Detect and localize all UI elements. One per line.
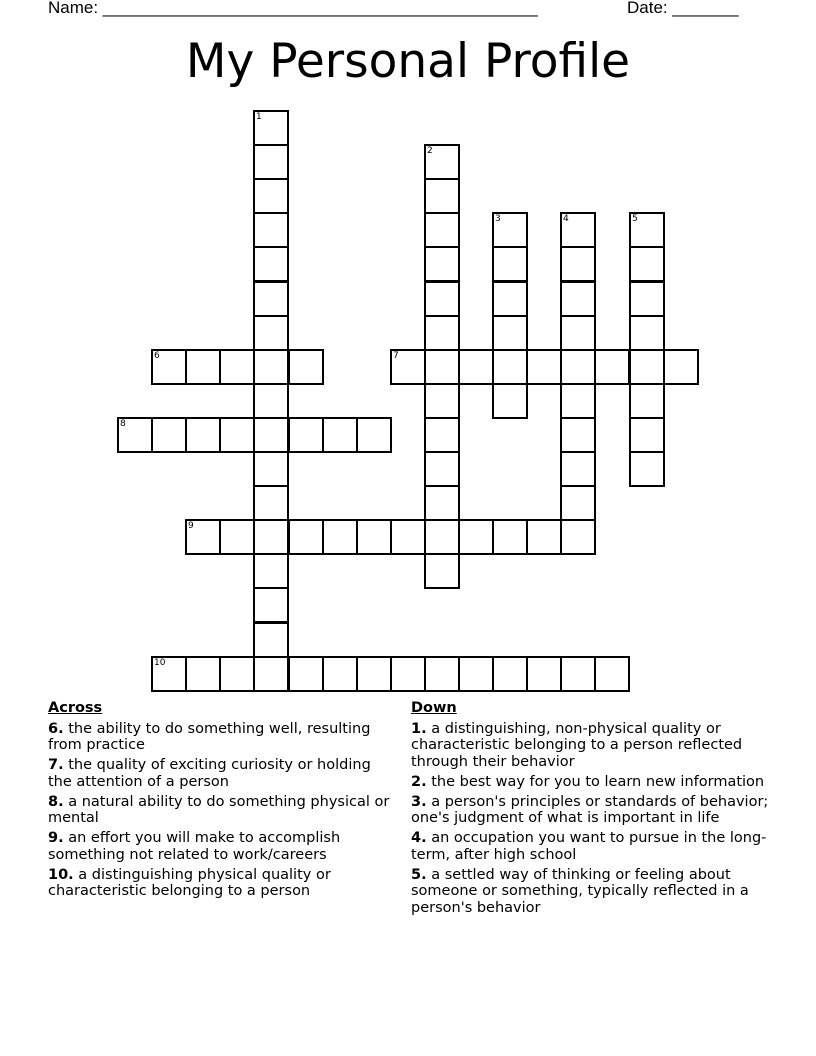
clue-number: 10. xyxy=(48,866,74,883)
crossword-cell[interactable] xyxy=(253,451,289,487)
cell-number: 10 xyxy=(154,658,166,668)
across-clue-list xyxy=(48,721,393,900)
across-heading: Across xyxy=(48,700,103,716)
crossword-cell[interactable] xyxy=(253,315,289,351)
crossword-cell[interactable] xyxy=(492,315,528,351)
clue-number: 2. xyxy=(411,773,427,790)
crossword-cell[interactable] xyxy=(526,656,562,692)
clue-number: 4. xyxy=(411,830,427,846)
crossword-cell[interactable] xyxy=(424,246,460,282)
cell-number: 2 xyxy=(427,146,433,156)
clue-number: 1. xyxy=(411,720,427,737)
crossword-cell[interactable] xyxy=(288,349,324,385)
clue-text: a distinguishing physical quality or characteristic belonging to a person xyxy=(48,866,331,899)
crossword-cell[interactable] xyxy=(253,144,289,180)
clue-number: 6. xyxy=(48,720,64,737)
crossword-cell[interactable] xyxy=(526,519,562,555)
crossword-cell[interactable] xyxy=(253,246,289,282)
clue-across-8 xyxy=(48,794,393,827)
crossword-cell[interactable] xyxy=(629,349,665,385)
crossword-cell[interactable] xyxy=(629,383,665,419)
clue-text: a person's principles or standards of behavior; one's judgment of what is important in life xyxy=(411,793,769,826)
crossword-cell[interactable] xyxy=(253,485,289,521)
crossword-cell[interactable] xyxy=(492,212,528,248)
crossword-cell[interactable] xyxy=(288,417,324,453)
clue-across-6 xyxy=(48,721,393,754)
crossword-cell[interactable] xyxy=(629,212,665,248)
crossword-cell[interactable] xyxy=(424,178,460,214)
crossword-cell[interactable] xyxy=(492,349,528,385)
crossword-cell[interactable] xyxy=(253,656,289,692)
clue-text: a natural ability to do something physical or mental xyxy=(48,793,390,826)
cell-number: 4 xyxy=(563,214,569,224)
crossword-cell[interactable] xyxy=(594,656,630,692)
clue-text: an effort you will make to accomplish something not related to work/careers xyxy=(48,830,341,863)
crossword-cell[interactable] xyxy=(458,349,494,385)
crossword-cell[interactable] xyxy=(424,383,460,419)
clue-across-9 xyxy=(48,830,393,863)
clue-text: a distinguishing, non-physical quality or characteristic belonging to a person reflected through their behavior xyxy=(411,720,743,770)
crossword-cell[interactable] xyxy=(560,656,596,692)
down-clue-list xyxy=(411,721,771,917)
crossword-cell[interactable] xyxy=(253,349,289,385)
crossword-cell[interactable] xyxy=(322,656,358,692)
clue-across-7 xyxy=(48,757,393,790)
crossword-cell[interactable] xyxy=(117,417,153,453)
crossword-cell[interactable] xyxy=(390,656,426,692)
cell-number: 9 xyxy=(188,521,194,531)
crossword-cell[interactable] xyxy=(253,587,289,623)
crossword-cell[interactable] xyxy=(253,383,289,419)
cell-number: 7 xyxy=(393,351,399,361)
crossword-cell[interactable] xyxy=(356,417,392,453)
crossword-cell[interactable] xyxy=(151,656,187,692)
crossword-cell[interactable] xyxy=(185,417,221,453)
crossword-cell[interactable] xyxy=(560,519,596,555)
crossword-cell[interactable] xyxy=(424,212,460,248)
crossword-cell[interactable] xyxy=(288,519,324,555)
crossword-cell[interactable] xyxy=(219,656,255,692)
crossword-cell[interactable] xyxy=(560,315,596,351)
crossword-cell[interactable] xyxy=(356,519,392,555)
crossword-cell[interactable] xyxy=(185,349,221,385)
crossword-cell[interactable] xyxy=(219,349,255,385)
crossword-cell[interactable] xyxy=(253,178,289,214)
page-title: My Personal Profile xyxy=(185,34,631,89)
crossword-cell[interactable] xyxy=(219,519,255,555)
clue-text: the quality of exciting curiosity or holding the attention of a person xyxy=(48,757,371,790)
crossword-cell[interactable] xyxy=(253,281,289,317)
crossword-cell[interactable] xyxy=(492,383,528,419)
crossword-cell[interactable] xyxy=(424,315,460,351)
clue-text: a settled way of thinking or feeling about someone or something, typically reflected in a person's behavior xyxy=(411,866,749,916)
crossword-cell[interactable] xyxy=(629,281,665,317)
crossword-cell[interactable] xyxy=(629,451,665,487)
crossword-cell[interactable] xyxy=(253,212,289,248)
crossword-cell[interactable] xyxy=(390,519,426,555)
crossword-cell[interactable] xyxy=(594,349,630,385)
crossword-cell[interactable] xyxy=(253,553,289,589)
crossword-cell[interactable] xyxy=(253,417,289,453)
crossword-cell[interactable] xyxy=(151,349,187,385)
crossword-cell[interactable] xyxy=(151,417,187,453)
crossword-cell[interactable] xyxy=(458,519,494,555)
crossword-cell[interactable] xyxy=(424,349,460,385)
crossword-cell[interactable] xyxy=(560,383,596,419)
crossword-cell[interactable] xyxy=(629,246,665,282)
cell-number: 5 xyxy=(632,214,638,224)
crossword-cell[interactable] xyxy=(424,519,460,555)
crossword-cell[interactable] xyxy=(288,656,324,692)
crossword-cell[interactable] xyxy=(322,519,358,555)
crossword-cell[interactable] xyxy=(356,656,392,692)
down-clues xyxy=(411,700,771,920)
date-line: Date: _______ xyxy=(627,0,739,17)
clue-across-10 xyxy=(48,867,393,900)
name-line: Name: ______________________________________________ xyxy=(48,0,538,17)
crossword-cell[interactable] xyxy=(492,519,528,555)
cell-number: 8 xyxy=(120,419,126,429)
cell-number: 3 xyxy=(495,214,501,224)
clue-number: 9. xyxy=(48,830,64,846)
crossword-cell[interactable] xyxy=(424,656,460,692)
clue-number: 7. xyxy=(48,757,64,773)
clue-down-2 xyxy=(411,774,771,791)
crossword-cell[interactable] xyxy=(253,519,289,555)
clue-down-4 xyxy=(411,830,771,863)
crossword-cell[interactable] xyxy=(560,349,596,385)
crossword-cell[interactable] xyxy=(424,553,460,589)
clue-text: the ability to do something well, resulting from practice xyxy=(48,720,371,753)
crossword-cell[interactable] xyxy=(560,451,596,487)
crossword-cell[interactable] xyxy=(424,144,460,180)
crossword-cell[interactable] xyxy=(424,451,460,487)
clue-text: an occupation you want to pursue in the long-term, after high school xyxy=(411,830,767,863)
crossword-cell[interactable] xyxy=(560,485,596,521)
crossword-cell[interactable] xyxy=(390,349,426,385)
across-clues xyxy=(48,700,393,903)
crossword-cell[interactable] xyxy=(424,417,460,453)
clue-text: the best way for you to learn new information xyxy=(431,773,765,790)
clue-down-5 xyxy=(411,867,771,917)
crossword-cell[interactable] xyxy=(219,417,255,453)
crossword-cell[interactable] xyxy=(629,417,665,453)
clue-number: 5. xyxy=(411,866,427,883)
crossword-cell[interactable] xyxy=(185,656,221,692)
crossword-cell[interactable] xyxy=(663,349,699,385)
crossword-cell[interactable] xyxy=(253,622,289,658)
down-heading: Down xyxy=(411,700,457,716)
crossword-cell[interactable] xyxy=(526,349,562,385)
clue-down-3 xyxy=(411,794,771,827)
crossword-cell[interactable] xyxy=(424,485,460,521)
crossword-cell[interactable] xyxy=(492,656,528,692)
crossword-cell[interactable] xyxy=(560,281,596,317)
crossword-cell[interactable] xyxy=(560,246,596,282)
crossword-cell[interactable] xyxy=(322,417,358,453)
crossword-cell[interactable] xyxy=(629,315,665,351)
crossword-cell[interactable] xyxy=(458,656,494,692)
crossword-cell[interactable] xyxy=(253,110,289,146)
clue-number: 3. xyxy=(411,793,427,810)
crossword-cell[interactable] xyxy=(185,519,221,555)
clue-down-1 xyxy=(411,721,771,771)
crossword-cell[interactable] xyxy=(492,281,528,317)
crossword-cell[interactable] xyxy=(560,212,596,248)
cell-number: 1 xyxy=(256,112,262,122)
crossword-cell[interactable] xyxy=(424,281,460,317)
cell-number: 6 xyxy=(154,351,160,361)
clue-number: 8. xyxy=(48,793,64,810)
crossword-cell[interactable] xyxy=(560,417,596,453)
crossword-cell[interactable] xyxy=(492,246,528,282)
